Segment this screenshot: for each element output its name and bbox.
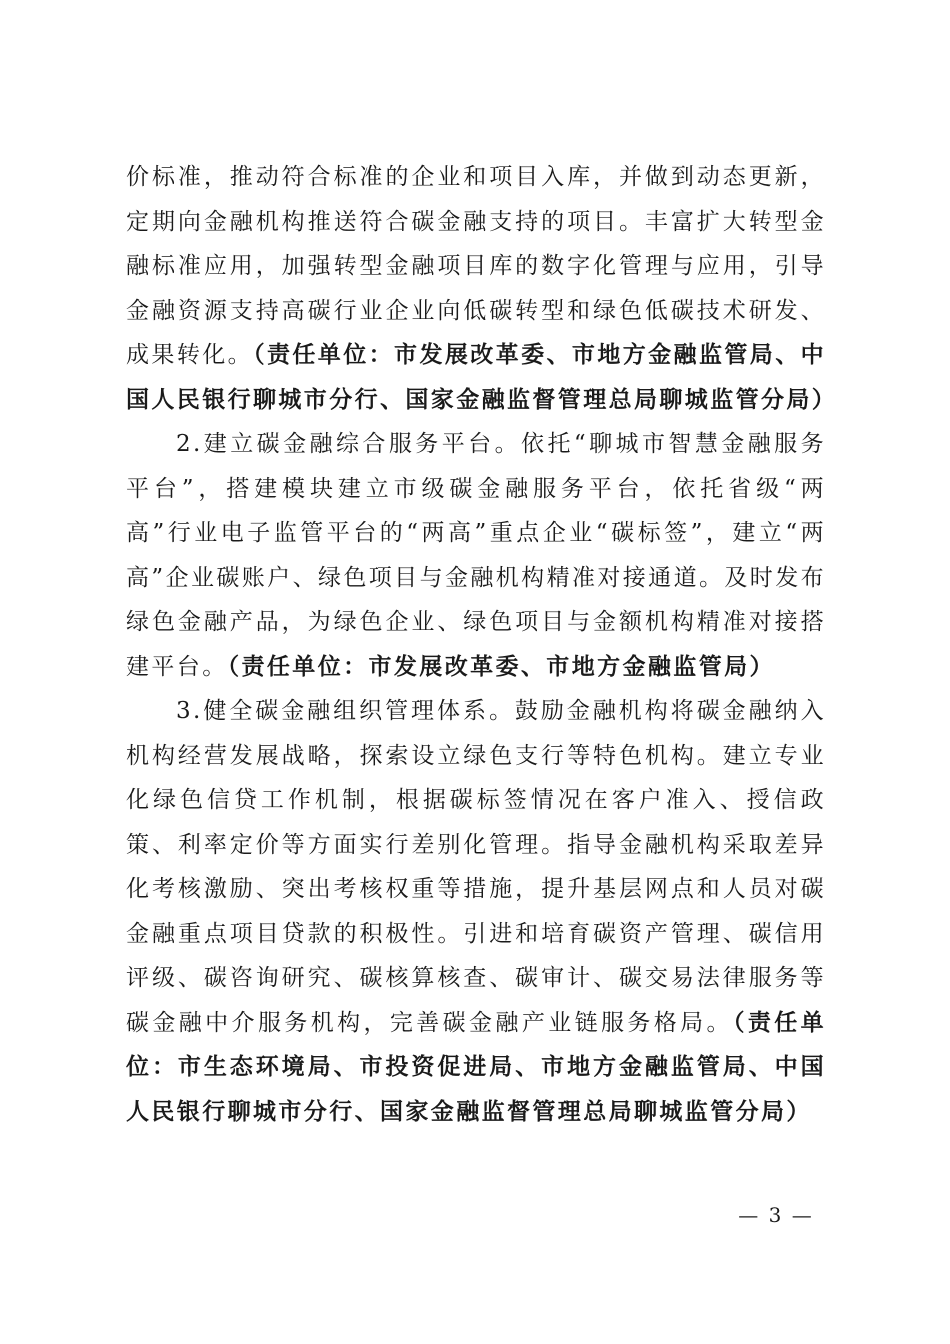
paragraph-text: 2.建立碳金融综合服务平台。依托“聊城市智慧金融服务平台”，搭建模块建立市级碳金融服务平台，依托省级“两高”行业电子监管平台的“两高”重点企业“碳标签”，建立“两高”企业碳账户、绿色项目与金融机构精准对接通道。及时发布绿色金融产品，为绿色企业、绿色项目与金额机构精准对接搭建平台。 <box>126 431 826 680</box>
page-number: — 3 — <box>738 1203 814 1227</box>
responsibility-note: （责任单位：市生态环境局、市投资促进局、市地方金融监管局、中国人民银行聊城市分行、国家金融监督管理总局聊城监管分局） <box>126 1008 827 1125</box>
paragraph-2 <box>126 422 826 689</box>
responsibility-note: （责任单位：市发展改革委、市地方金融监管局） <box>227 652 775 680</box>
paragraph-continued <box>126 155 838 422</box>
paragraph-3 <box>126 689 826 1134</box>
body-text <box>126 155 838 1134</box>
responsibility-note: （责任单位：市发展改革委、市地方金融监管局、中国人民银行聊城市分行、国家金融监督管理总局聊城监管分局） <box>126 341 838 413</box>
paragraph-text: 3.健全碳金融组织管理体系。鼓励金融机构将碳金融纳入机构经营发展战略，探索设立绿色支行等特色机构。建立专业化绿色信贷工作机制，根据碳标签情况在客户准入、授信政策、利率定价等方面实行差别化管理。指导金融机构采取差异化考核激励、突出考核权重等措施，提升基层网点和人员对碳金融重点项目贷款的积极性。引进和培育碳资产管理、碳信用评级、碳咨询研究、碳核算核查、碳审计、碳交易法律服务等碳金融中介服务机构，完善碳金融产业链服务格局。 <box>126 698 826 1036</box>
paragraph-text: 价标准，推动符合标准的企业和项目入库，并做到动态更新，定期向金融机构推送符合碳金融支持的项目。丰富扩大转型金融标准应用，加强转型金融项目库的数字化管理与应用，引导金融资源支持高碳行业企业向低碳转型和绿色低碳技术研发、成果转化。 <box>126 164 826 368</box>
